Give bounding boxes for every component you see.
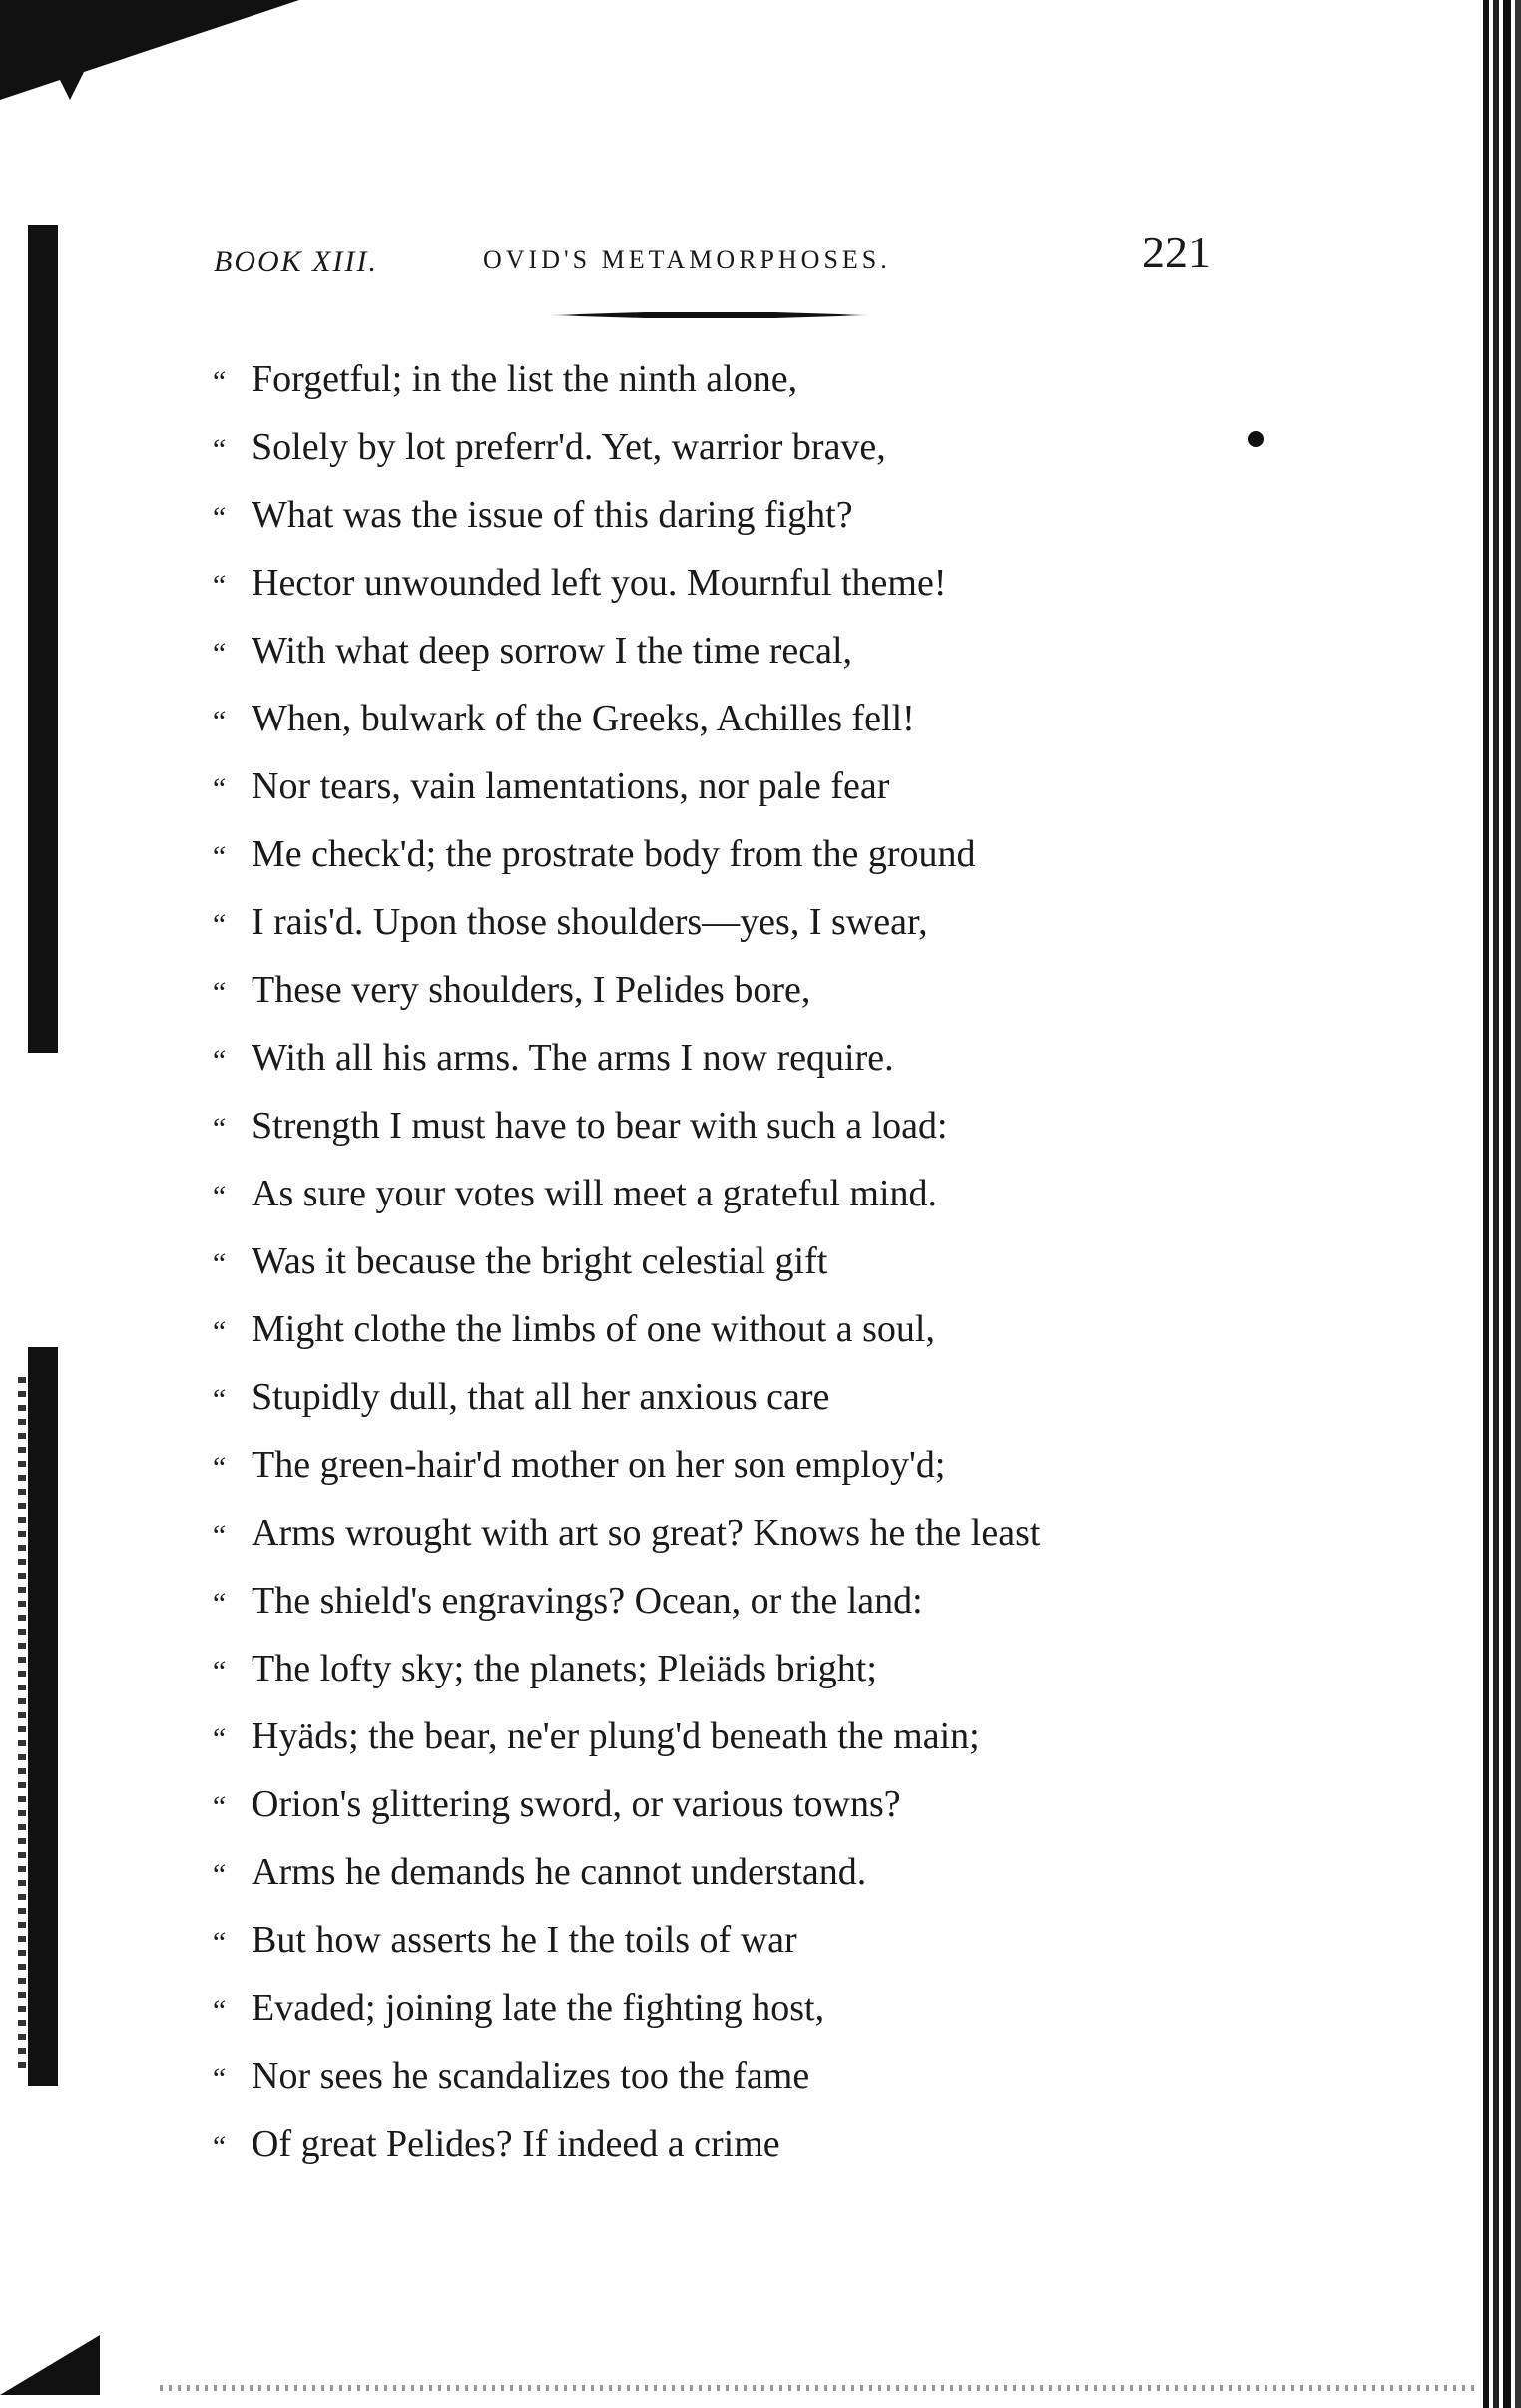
verse-line [210,1431,1208,1499]
verse-line [210,413,1208,481]
verse-line [210,820,1208,888]
verse-line [210,1567,1208,1635]
quote-mark: “ [210,1315,227,1348]
verse-line [210,1974,1208,2042]
quote-mark: “ [210,637,227,670]
verse-line [210,481,1208,549]
verse-text: With what deep sorrow I the time recal, [252,630,853,672]
quote-mark: “ [210,365,227,398]
binding-speckle [18,1377,26,2076]
book-number: BOOK XIII. [214,245,378,278]
quote-mark: “ [210,1587,227,1620]
quote-mark: “ [210,1451,227,1484]
verse-line [210,617,1208,685]
quote-mark: “ [210,1112,227,1145]
verse-text: Might clothe the limbs of one without a soul, [252,1308,935,1350]
binding-shadow-tip [40,40,100,100]
verse-text: Hyäds; the bear, ne'er plung'd beneath the main; [252,1715,980,1757]
verse-text: Stupidly dull, that all her anxious care [252,1376,830,1418]
quote-mark: “ [210,2062,227,2095]
verse-line [210,549,1208,617]
quote-mark: “ [210,1180,227,1212]
quote-mark: “ [210,908,227,941]
verse-line [210,1635,1208,1702]
binding-edge-upper [28,225,58,1053]
verse-text: These very shoulders, I Pelides bore, [252,969,811,1011]
verse-line [210,1838,1208,1906]
quote-mark: “ [210,433,227,466]
verse-text: Me check'd; the prostrate body from the ground [252,833,976,875]
verse-line [210,956,1208,1024]
quote-mark: “ [210,1044,227,1077]
verse-text: I rais'd. Upon those shoulders—yes, I swear, [252,901,928,943]
verse-text: Of great Pelides? If indeed a crime [252,2123,780,2165]
verse-text: Arms he demands he cannot understand. [252,1851,867,1893]
verse-text: Nor sees he scandalizes too the fame [252,2055,810,2097]
verse-text: Hector unwounded left you. Mournful theme! [252,562,947,604]
running-head [214,218,1212,277]
verse-line [210,2042,1208,2110]
work-title: OVID'S METAMORPHOSES. [483,245,891,274]
quote-mark: “ [210,1858,227,1891]
verse-line [210,685,1208,752]
quote-mark: “ [210,501,227,534]
quote-mark: “ [210,1926,227,1959]
verse-line [210,345,1208,413]
binding-shadow-bottom-left [0,2335,100,2395]
verse-line [210,1499,1208,1567]
verse-line [210,1295,1208,1363]
verse-line [210,1770,1208,1838]
verse-line [210,752,1208,820]
verse-text: Evaded; joining late the fighting host, [252,1987,825,2029]
verse-text: Forgetful; in the list the ninth alone, [252,358,798,400]
binding-edge-lower [28,1347,58,2086]
verse-line [210,1024,1208,1092]
verse-text: Nor tears, vain lamentations, nor pale fear [252,765,890,807]
verse-line [210,1363,1208,1431]
quote-mark: “ [210,1994,227,2027]
verse-line [210,1906,1208,1974]
verse-text: Strength I must have to bear with such a load: [252,1105,948,1147]
verse-text: Arms wrought with art so great? Knows he the least [252,1512,1041,1554]
verse-text: But how asserts he I the toils of war [252,1919,797,1961]
quote-mark: “ [210,772,227,805]
ink-blot [1248,431,1264,447]
verse-text: As sure your votes will meet a grateful mind. [252,1173,938,1214]
verse-text: When, bulwark of the Greeks, Achilles fell! [252,698,915,739]
page-number: 221 [1142,227,1211,277]
verse-line [210,888,1208,956]
quote-mark: “ [210,1383,227,1416]
quote-mark: “ [210,976,227,1009]
verse-line [210,1092,1208,1160]
verse-text: Orion's glittering sword, or various towns? [252,1783,901,1825]
page-edge-right [1479,0,1521,2408]
quote-mark: “ [210,2130,227,2163]
verse-line [210,1160,1208,1227]
verse-line [210,2110,1208,2177]
ornamental-rule [547,312,872,318]
verse-text: Solely by lot preferr'd. Yet, warrior brave, [252,426,886,468]
quote-mark: “ [210,1722,227,1755]
verse-text: With all his arms. The arms I now require. [252,1037,894,1079]
quote-mark: “ [210,1655,227,1687]
verse-block [210,345,1208,2177]
quote-mark: “ [210,1519,227,1552]
quote-mark: “ [210,840,227,873]
verse-line [210,1227,1208,1295]
quote-mark: “ [210,569,227,602]
verse-text: Was it because the bright celestial gift [252,1240,828,1282]
quote-mark: “ [210,1247,227,1280]
quote-mark: “ [210,705,227,737]
quote-mark: “ [210,1790,227,1823]
verse-text: The shield's engravings? Ocean, or the land: [252,1580,923,1622]
verse-text: The lofty sky; the planets; Pleiäds bright; [252,1648,877,1689]
verse-text: What was the issue of this daring fight? [252,494,853,536]
scan-noise-bottom [160,2385,1477,2391]
verse-line [210,1702,1208,1770]
verse-text: The green-hair'd mother on her son employ'd; [252,1444,946,1486]
